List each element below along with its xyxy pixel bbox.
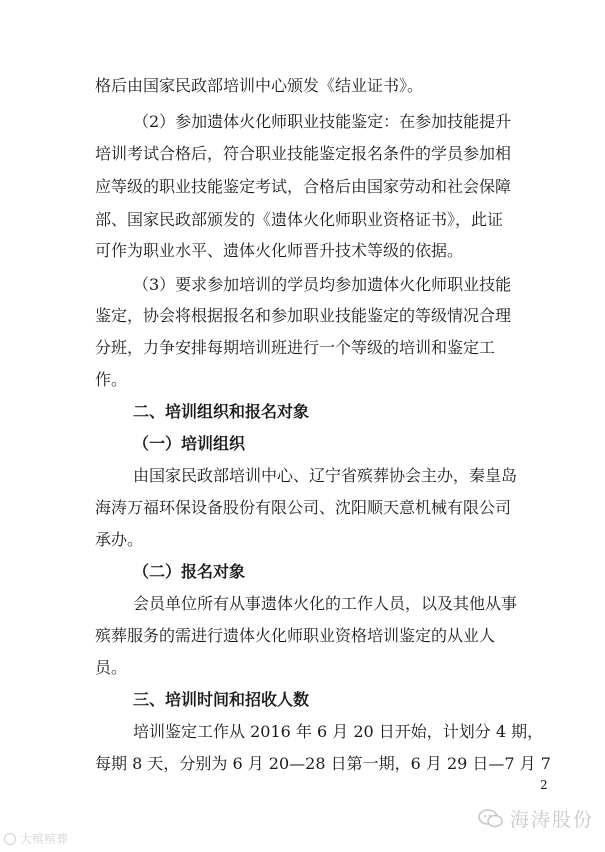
text-line: 培训鉴定工作从 2016 年 6 月 20 日开始，计划分 4 期， bbox=[133, 722, 544, 741]
text-line: （2）参加遗体火化师职业技能鉴定：在参加技能提升 bbox=[133, 112, 512, 131]
text-line: 会员单位所有从事遗体火化的工作人员，以及其他从事 bbox=[133, 594, 518, 613]
subsection-heading: （一）培训组织 bbox=[133, 434, 246, 453]
text-line: 每期 8 天，分别为 6 月 20—28 日第一期，6 月 29 日—7 月 7 bbox=[95, 754, 551, 773]
text-line: 海涛万福环保设备股份有限公司、沈阳顺天意机械有限公司 bbox=[95, 498, 512, 517]
watermark-brand-text: 海涛股份 bbox=[510, 809, 595, 831]
text-line: 可作为职业水平、遗体火化师晋升技术等级的依据。 bbox=[95, 241, 464, 260]
watermark-brand bbox=[478, 805, 594, 832]
text-line: 作。 bbox=[95, 370, 128, 389]
section-heading: 三、培训时间和招收人数 bbox=[133, 690, 310, 709]
text-line: 鉴定，协会将根据报名和参加职业技能鉴定的等级情况合理 bbox=[95, 306, 512, 325]
page-number: 2 bbox=[540, 778, 548, 792]
text-line: 由国家民政部培训中心、辽宁省殡葬协会主办，秦皇岛 bbox=[133, 466, 518, 485]
watermark-source-text: 大殡殡葬 bbox=[20, 832, 69, 846]
text-line: 员。 bbox=[95, 658, 128, 677]
wechat-icon bbox=[478, 808, 504, 830]
text-line: 殡葬服务的需进行遗体火化师职业资格培训鉴定的从业人 bbox=[95, 626, 496, 645]
text-line: 部、国家民政部颁发的《遗体火化师职业资格证书》，此证 bbox=[95, 210, 504, 229]
subsection-heading: （二）报名对象 bbox=[133, 562, 246, 581]
text-line: 培训考试合格后，符合职业技能鉴定报名条件的学员参加相 bbox=[95, 144, 512, 163]
text-line: 承办。 bbox=[95, 530, 144, 549]
text-line: 分班，力争安排每期培训班进行一个等级的培训和鉴定工 bbox=[95, 338, 496, 357]
watermark-logo-icon bbox=[4, 833, 16, 845]
text-line: 格后由国家民政部培训中心颁发《结业证书》。 bbox=[95, 76, 424, 95]
section-heading: 二、培训组织和报名对象 bbox=[133, 402, 310, 421]
text-line: 应等级的职业技能鉴定考试，合格后由国家劳动和社会保障 bbox=[95, 177, 512, 196]
watermark-source bbox=[4, 830, 68, 847]
text-line: （3）要求参加培训的学员均参加遗体火化师职业技能 bbox=[133, 275, 512, 294]
